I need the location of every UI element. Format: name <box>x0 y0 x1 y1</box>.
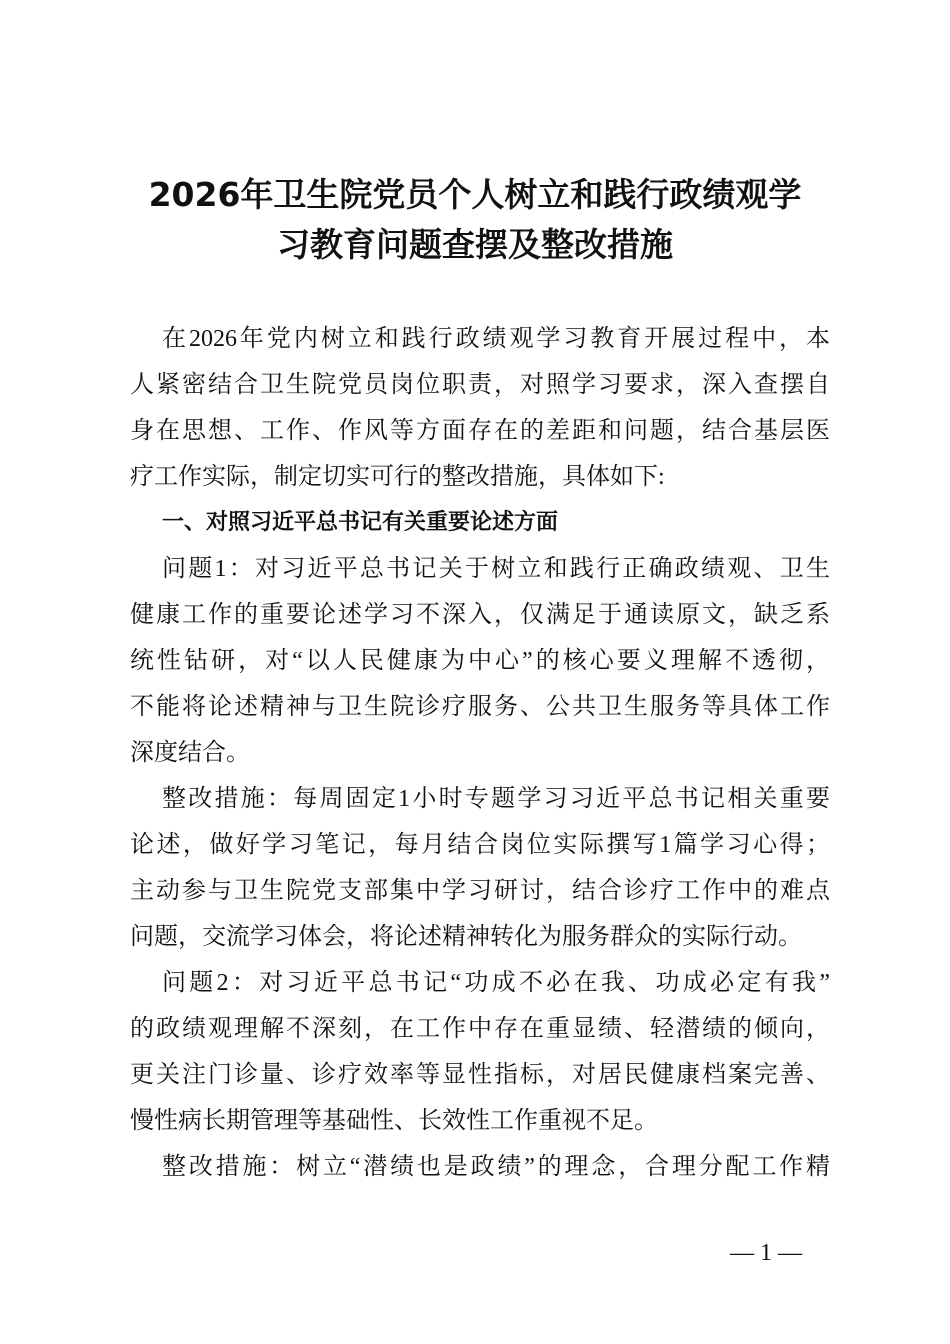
paragraph <box>130 546 830 776</box>
paragraph <box>130 776 830 960</box>
text-line: 一、对照习近平总书记有关重要论述方面 <box>162 510 559 535</box>
text-line: 整改措施：树立“潜绩也是政绩”的理念，合理分配工作精 <box>162 1154 830 1180</box>
paragraph <box>130 1144 830 1190</box>
text-line: 论述，做好学习笔记，每月结合岗位实际撰写1篇学习心得； <box>130 832 830 858</box>
page-number: — 1 — <box>730 1240 802 1266</box>
title-line: 习教育问题查摆及整改措施 <box>277 225 673 264</box>
text-line: 主动参与卫生院党支部集中学习研讨，结合诊疗工作中的难点 <box>130 878 830 904</box>
paragraph <box>130 316 830 500</box>
text-line: 疗工作实际，制定切实可行的整改措施，具体如下: <box>130 464 665 490</box>
section-heading <box>130 500 830 546</box>
text-line: 不能将论述精神与卫生院诊疗服务、公共卫生服务等具体工作 <box>130 694 830 720</box>
title-line: 2026年卫生院党员个人树立和践行政绩观学 <box>148 175 802 214</box>
document-title <box>100 170 850 270</box>
document-body <box>130 316 830 1190</box>
paragraph <box>130 960 830 1144</box>
text-line: 的政绩观理解不深刻，在工作中存在重显绩、轻潜绩的倾向， <box>130 1016 830 1042</box>
text-line: 问题1：对习近平总书记关于树立和践行正确政绩观、卫生 <box>162 556 830 582</box>
text-line: 身在思想、工作、作风等方面存在的差距和问题，结合基层医 <box>130 418 830 444</box>
text-line: 问题，交流学习体会，将论述精神转化为服务群众的实际行动。 <box>130 924 802 950</box>
text-line: 深度结合。 <box>130 740 250 766</box>
text-line: 更关注门诊量、诊疗效率等显性指标，对居民健康档案完善、 <box>130 1062 830 1088</box>
text-line: 整改措施：每周固定1小时专题学习习近平总书记相关重要 <box>162 786 830 812</box>
text-line: 健康工作的重要论述学习不深入，仅满足于通读原文，缺乏系 <box>130 602 830 628</box>
text-line: 问题2：对习近平总书记“功成不必在我、功成必定有我” <box>162 970 830 996</box>
text-line: 统性钻研，对“以人民健康为中心”的核心要义理解不透彻， <box>130 648 830 674</box>
text-line: 人紧密结合卫生院党员岗位职责，对照学习要求，深入查摆自 <box>130 372 830 398</box>
text-line: 慢性病长期管理等基础性、长效性工作重视不足。 <box>130 1108 658 1134</box>
text-line: 在2026年党内树立和践行政绩观学习教育开展过程中，本 <box>162 326 830 352</box>
